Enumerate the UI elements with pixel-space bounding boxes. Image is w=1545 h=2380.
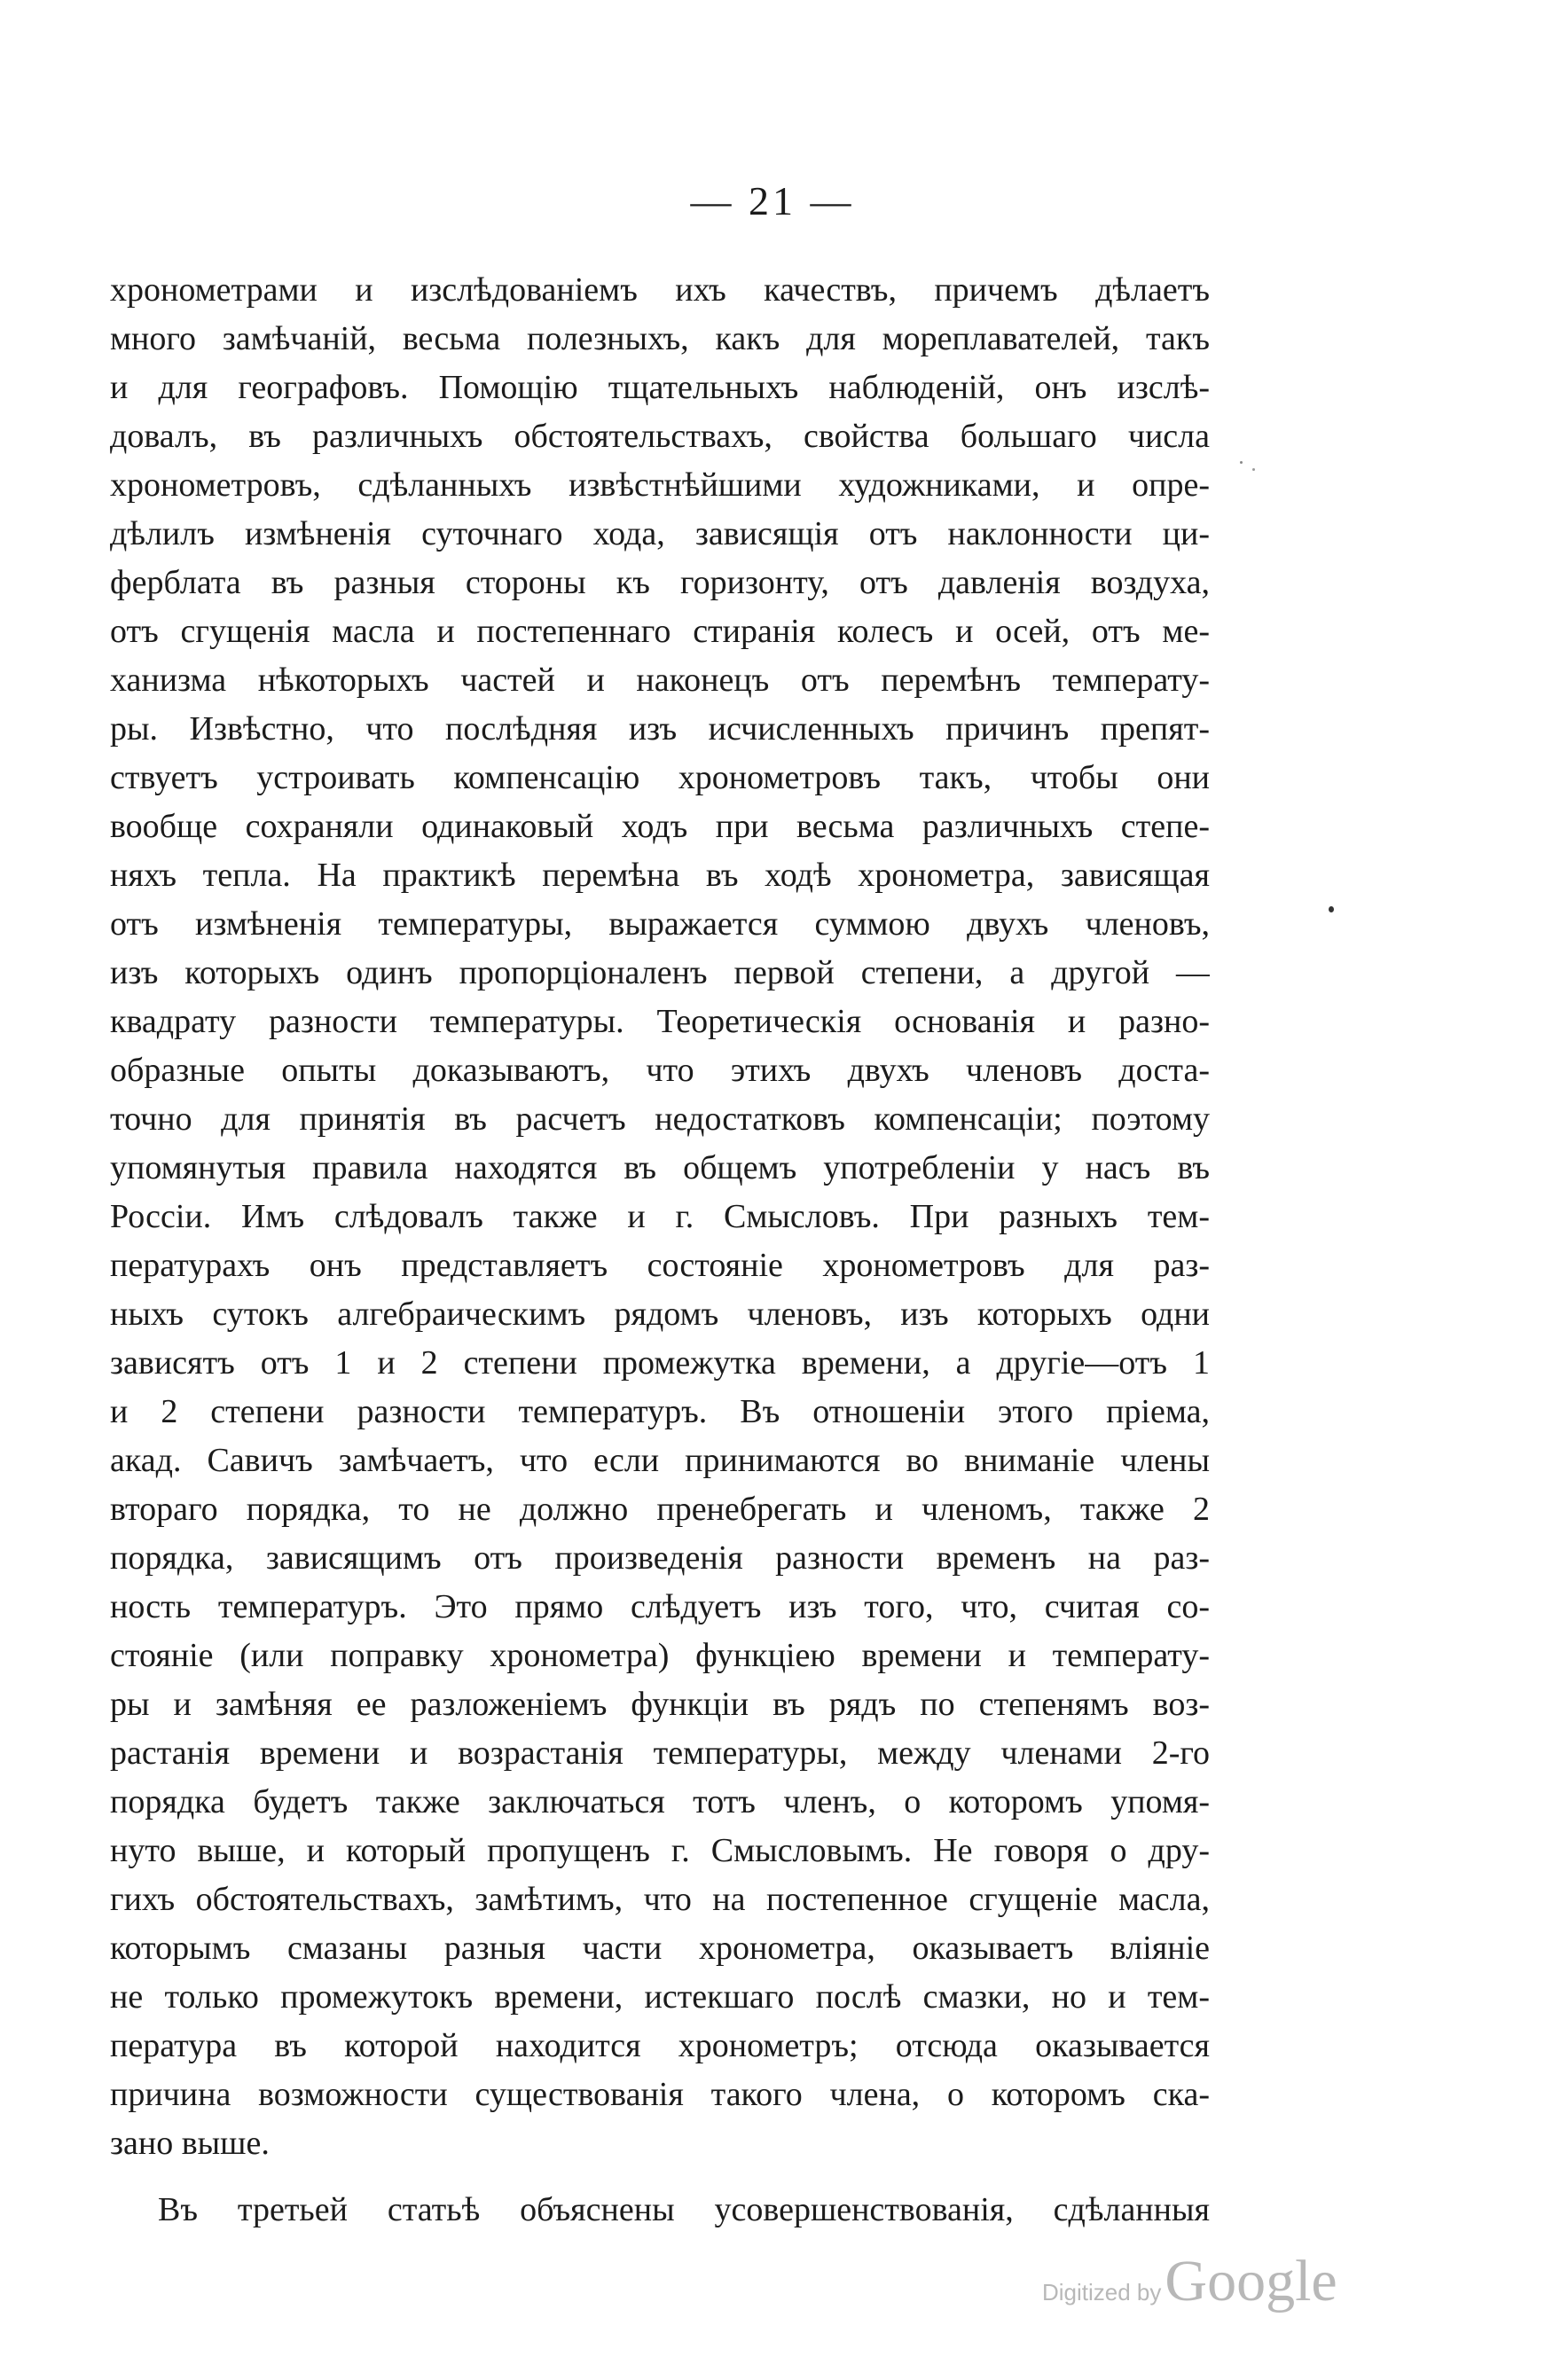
text-line: растанія времени и возрастанія температуры, между членами 2-го xyxy=(110,1734,1210,1772)
text-line: зависятъ отъ 1 и 2 степени промежутка времени, а другіе—отъ 1 xyxy=(110,1344,1210,1382)
text-line: и 2 степени разности температуръ. Въ отношеніи этого пріема, xyxy=(110,1393,1210,1430)
text-line: ферблата въ разныя стороны къ горизонту, отъ давленія воздуха, xyxy=(110,564,1210,601)
text-line: хронометрами и изслѣдованіемъ ихъ качествъ, причемъ дѣлаетъ xyxy=(110,271,1210,309)
text-line: нуто выше, и который пропущенъ г. Смысловымъ. Не говоря о дру- xyxy=(110,1832,1210,1869)
text-line: втораго порядка, то не должно пренебрегать и членомъ, также 2 xyxy=(110,1491,1210,1528)
text-line: порядка будетъ также заключаться тотъ членъ, о которомъ упомя- xyxy=(110,1783,1210,1820)
paragraph-gap xyxy=(110,2168,1210,2186)
text-line: отъ измѣненія температуры, выражается суммою двухъ членовъ, xyxy=(110,905,1210,943)
text-line: отъ сгущенія масла и постепеннаго стиранія колесъ и осей, отъ ме- xyxy=(110,613,1210,650)
text-line: причина возможности существованія такого члена, о которомъ ска- xyxy=(110,2076,1210,2113)
text-line: гихъ обстоятельствахъ, замѣтимъ, что на постепенное сгущеніе масла, xyxy=(110,1881,1210,1918)
text-line: ры. Извѣстно, что послѣдняя изъ исчисленныхъ причинъ препят- xyxy=(110,710,1210,748)
text-line: довалъ, въ различныхъ обстоятельствахъ, свойства большаго числа xyxy=(110,418,1210,455)
text-line: ханизма нѣкоторыхъ частей и наконецъ отъ перемѣнъ температу- xyxy=(110,662,1210,699)
digitized-by-google-watermark xyxy=(1042,2248,1337,2315)
text-line: стояніе (или поправку хронометра) функціею времени и температу- xyxy=(110,1637,1210,1674)
text-line: квадрату разности температуры. Теоретическія основанія и разно- xyxy=(110,1003,1210,1040)
text-line: пература въ которой находится хронометръ; отсюда оказывается xyxy=(110,2027,1210,2064)
text-line: ныхъ сутокъ алгебраическимъ рядомъ членовъ, изъ которыхъ одни xyxy=(110,1296,1210,1333)
text-line: Россіи. Имъ слѣдовалъ также и г. Смысловъ. При разныхъ тем- xyxy=(110,1198,1210,1235)
text-line: ность температуръ. Это прямо слѣдуетъ изъ того, что, считая со- xyxy=(110,1588,1210,1625)
text-line: зано выше. xyxy=(110,2125,270,2162)
text-line: Въ третьей статьѣ объяснены усовершенствованія, сдѣланныя xyxy=(158,2191,1210,2228)
scan-speck xyxy=(1329,906,1334,912)
body-text xyxy=(110,266,1210,2235)
text-line: няхъ тепла. На практикѣ перемѣна въ ходѣ хронометра, зависящая xyxy=(110,857,1210,894)
text-line: дѣлилъ измѣненія суточнаго хода, зависящія отъ наклонности ци- xyxy=(110,515,1210,552)
paragraph-1 xyxy=(110,266,1210,2168)
google-logo-text: Google xyxy=(1165,2249,1337,2313)
text-line: не только промежутокъ времени, истекшаго послѣ смазки, но и тем- xyxy=(110,1978,1210,2016)
text-line: которымъ смазаны разныя части хронометра, оказываетъ вліяніе xyxy=(110,1930,1210,1967)
text-line: ры и замѣняя ее разложеніемъ функціи въ рядъ по степенямъ воз- xyxy=(110,1686,1210,1723)
scan-speck xyxy=(1252,468,1255,471)
watermark-prefix: Digitized by xyxy=(1042,2279,1162,2306)
page-number-header: — 21 — xyxy=(690,178,855,223)
text-line: ствуетъ устроивать компенсацію хронометровъ такъ, чтобы они xyxy=(110,759,1210,796)
text-line: упомянутыя правила находятся въ общемъ употребленіи у насъ въ xyxy=(110,1149,1210,1186)
text-line: и для географовъ. Помощію тщательныхъ наблюденій, онъ изслѣ- xyxy=(110,369,1210,406)
text-line: порядка, зависящимъ отъ произведенія разности временъ на раз- xyxy=(110,1539,1210,1577)
text-line: вообще сохраняли одинаковый ходъ при весьма различныхъ степе- xyxy=(110,808,1210,845)
paragraph-2 xyxy=(110,2186,1210,2235)
text-line: много замѣчаній, весьма полезныхъ, какъ для мореплавателей, такъ xyxy=(110,320,1210,357)
text-line: точно для принятія въ расчетъ недостатковъ компенсаціи; поэтому xyxy=(110,1100,1210,1138)
text-line: акад. Савичъ замѣчаетъ, что если принимаются во вниманіе члены xyxy=(110,1442,1210,1479)
text-line: пературахъ онъ представляетъ состояніе хронометровъ для раз- xyxy=(110,1247,1210,1284)
text-line: образные опыты доказываютъ, что этихъ двухъ членовъ доста- xyxy=(110,1052,1210,1089)
text-line: хронометровъ, сдѣланныхъ извѣстнѣйшими художниками, и опре- xyxy=(110,466,1210,504)
scan-speck xyxy=(1240,461,1243,464)
text-line: изъ которыхъ одинъ пропорціоналенъ первой степени, а другой — xyxy=(110,954,1210,991)
